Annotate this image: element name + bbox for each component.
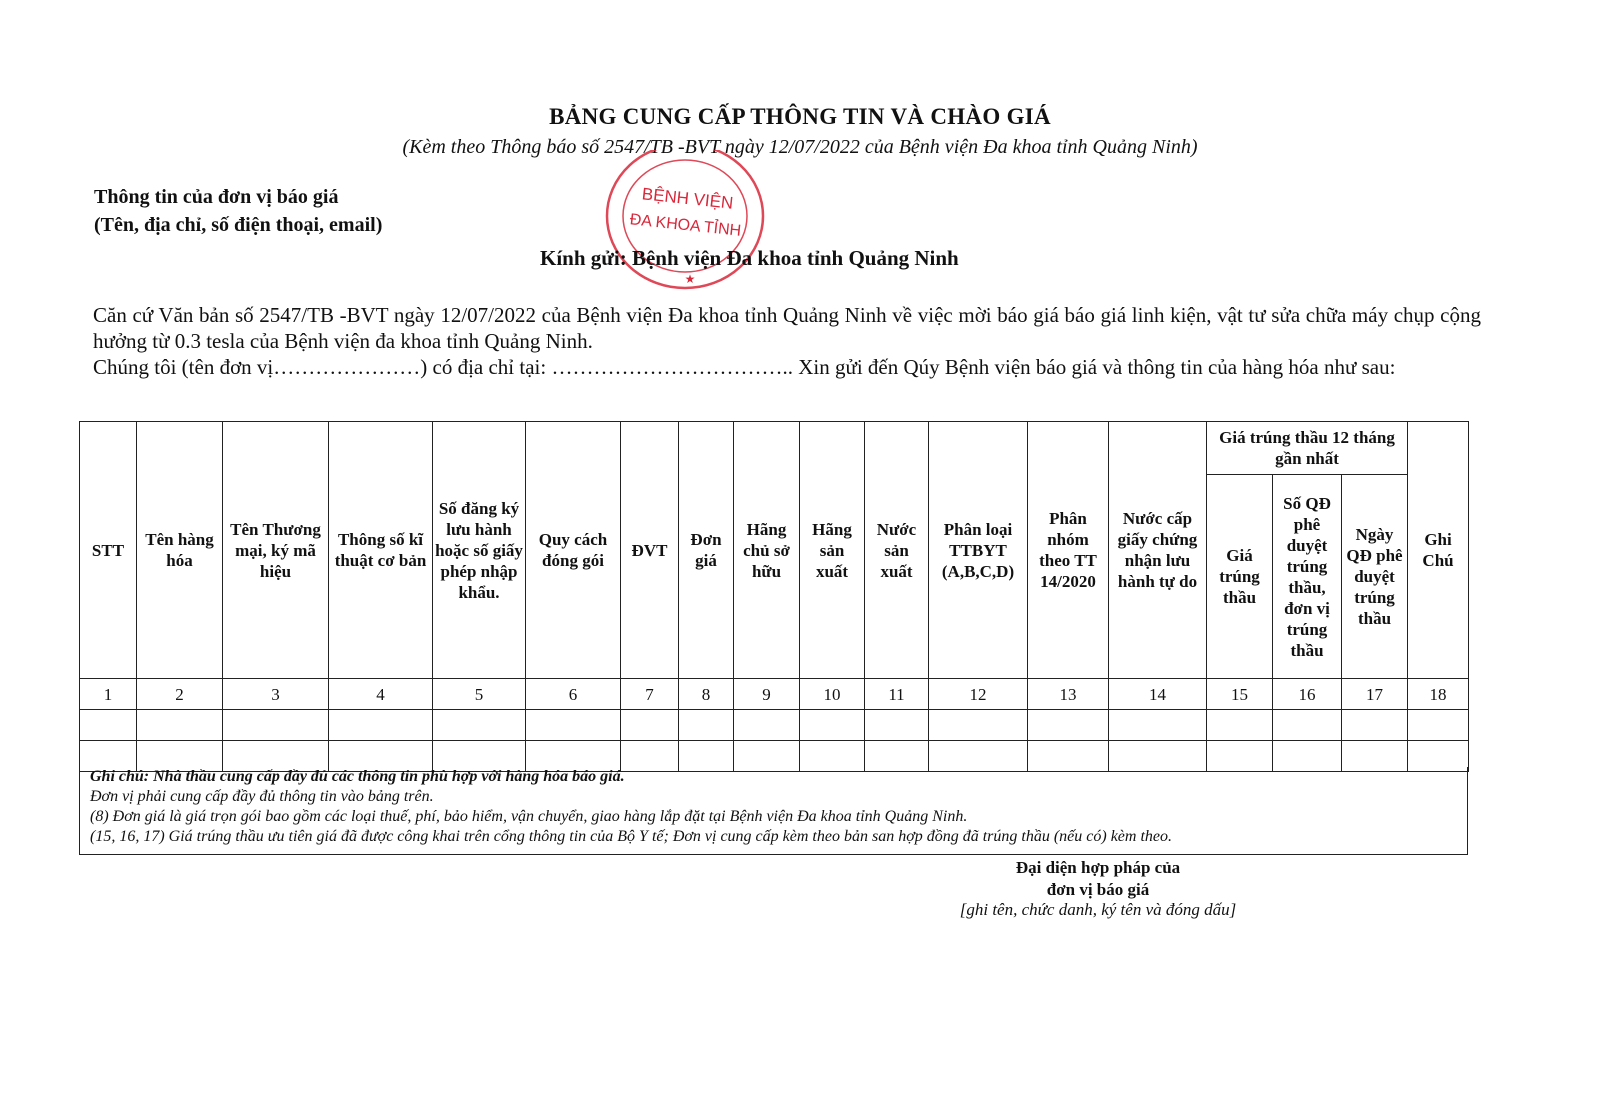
document-title: BẢNG CUNG CẤP THÔNG TIN VÀ CHÀO GIÁ — [549, 104, 1051, 129]
column-number: 11 — [865, 679, 929, 710]
recipient-line: Kính gửi: Bệnh viện Đa khoa tỉnh Quảng Ninh — [540, 246, 959, 270]
table-cell[interactable] — [1273, 710, 1342, 741]
header-trade-name: Tên Thương mại, ký mã hiệu — [223, 422, 329, 679]
note-line: (8) Đơn giá là giá trọn gói bao gồm các loại thuế, phí, bảo hiểm, vận chuyển, giao hàng lắp đặt tại Bệnh viện Đa khoa tỉnh Quảng Ninh. — [90, 808, 968, 825]
table-cell[interactable] — [526, 710, 621, 741]
column-number: 9 — [734, 679, 800, 710]
column-number: 14 — [1109, 679, 1207, 710]
column-number: 10 — [800, 679, 865, 710]
stamp-line2: ĐA KHOA TỈNH — [629, 211, 742, 240]
header-winning-price-group: Giá trúng thầu 12 tháng gần nhất — [1207, 422, 1408, 475]
table-cell[interactable] — [433, 710, 526, 741]
header-free-sale-country: Nước cấp giấy chứng nhận lưu hành tự do — [1109, 422, 1207, 679]
header-classification: Phân loại TTBYT (A,B,C,D) — [929, 422, 1028, 679]
supplier-info-fields: (Tên, địa chỉ, số điện thoại, email) — [94, 214, 383, 236]
body-text — [93, 302, 1481, 380]
table-cell[interactable] — [137, 710, 223, 741]
header-unit-price: Đơn giá — [679, 422, 734, 679]
table-cell[interactable] — [1028, 710, 1109, 741]
note-heading: Ghi chú: Nhà thầu cung cấp đầy đủ các thông tin phù hợp với hàng hóa báo giá. — [90, 768, 625, 785]
header-manufacturer: Hãng sản xuất — [800, 422, 865, 679]
hospital-stamp — [595, 150, 773, 300]
header-winning-price: Giá trúng thầu — [1207, 475, 1273, 679]
stamp-line1: BỆNH VIỆN — [641, 184, 735, 213]
header-group: Phân nhóm theo TT 14/2020 — [1028, 422, 1109, 679]
table-row — [80, 710, 1469, 741]
table-cell[interactable] — [800, 710, 865, 741]
table-cell[interactable] — [734, 710, 800, 741]
column-number-row — [80, 679, 1469, 710]
header-packaging: Quy cách đóng gói — [526, 422, 621, 679]
table-cell[interactable] — [1342, 710, 1408, 741]
supplier-info-heading: Thông tin của đơn vị báo giá — [94, 186, 339, 208]
header-item-name: Tên hàng hóa — [137, 422, 223, 679]
table-cell[interactable] — [1408, 710, 1469, 741]
column-number: 15 — [1207, 679, 1273, 710]
table-cell[interactable] — [929, 710, 1028, 741]
header-stt: STT — [80, 422, 137, 679]
column-number: 8 — [679, 679, 734, 710]
column-number: 17 — [1342, 679, 1408, 710]
table-cell[interactable] — [865, 710, 929, 741]
column-number: 12 — [929, 679, 1028, 710]
header-specs: Thông số kĩ thuật cơ bản — [329, 422, 433, 679]
header-decision-date: Ngày QĐ phê duyệt trúng thầu — [1342, 475, 1408, 679]
signature-instructions: [ghi tên, chức danh, ký tên và đóng dấu] — [959, 900, 1237, 919]
column-number: 16 — [1273, 679, 1342, 710]
svg-text:★: ★ — [684, 272, 696, 286]
header-registration: Số đăng ký lưu hành hoặc số giấy phép nhập khẩu. — [433, 422, 526, 679]
column-number: 6 — [526, 679, 621, 710]
header-decision-number: Số QĐ phê duyệt trúng thầu, đơn vị trúng thầu — [1273, 475, 1342, 679]
paragraph-basis: Căn cứ Văn bản số 2547/TB -BVT ngày 12/07/2022 của Bệnh viện Đa khoa tỉnh Quảng Ninh về việc mời báo giá báo giá linh kiện, vật tư sửa chữa máy chụp cộng hưởng từ 0.3 tesla của Bệnh viện đa khoa tỉnh Quảng Ninh. — [93, 303, 1481, 353]
signature-title: Đại diện hợp pháp của — [1015, 858, 1181, 877]
column-number: 4 — [329, 679, 433, 710]
table-cell[interactable] — [1207, 710, 1273, 741]
column-number: 5 — [433, 679, 526, 710]
column-number: 3 — [223, 679, 329, 710]
note-line: (15, 16, 17) Giá trúng thầu ưu tiên giá đã được công khai trên cổng thông tin của Bộ Y tế; Đơn vị cung cấp kèm theo bản san hợp đồng đã trúng thầu (nếu có) kèm theo. — [90, 828, 1173, 845]
quotation-table — [79, 421, 1469, 772]
column-number: 1 — [80, 679, 137, 710]
table-cell[interactable] — [621, 710, 679, 741]
column-number: 18 — [1408, 679, 1469, 710]
paragraph-supplier: Chúng tôi (tên đơn vị…………………) có địa chỉ tại: …………………………….. Xin gửi đến Qúy Bệnh viện báo giá và thông tin của hàng hóa như sau: — [93, 355, 1396, 379]
column-number: 7 — [621, 679, 679, 710]
table-cell[interactable] — [1109, 710, 1207, 741]
table-cell[interactable] — [80, 710, 137, 741]
header-notes: Ghi Chú — [1408, 422, 1469, 679]
table-cell[interactable] — [223, 710, 329, 741]
column-number: 2 — [137, 679, 223, 710]
header-owner: Hãng chủ sở hữu — [734, 422, 800, 679]
header-country: Nước sản xuất — [865, 422, 929, 679]
note-line: Đơn vị phải cung cấp đầy đủ thông tin vào bảng trên. — [90, 788, 434, 805]
notes-box — [79, 767, 1468, 855]
column-number: 13 — [1028, 679, 1109, 710]
table-cell[interactable] — [679, 710, 734, 741]
document-subtitle: (Kèm theo Thông báo số 2547/TB -BVT ngày 12/07/2022 của Bệnh viện Đa khoa tỉnh Quảng Ninh) — [402, 136, 1198, 158]
signature-unit: đơn vị báo giá — [1046, 880, 1150, 899]
header-unit: ĐVT — [621, 422, 679, 679]
table-cell[interactable] — [329, 710, 433, 741]
